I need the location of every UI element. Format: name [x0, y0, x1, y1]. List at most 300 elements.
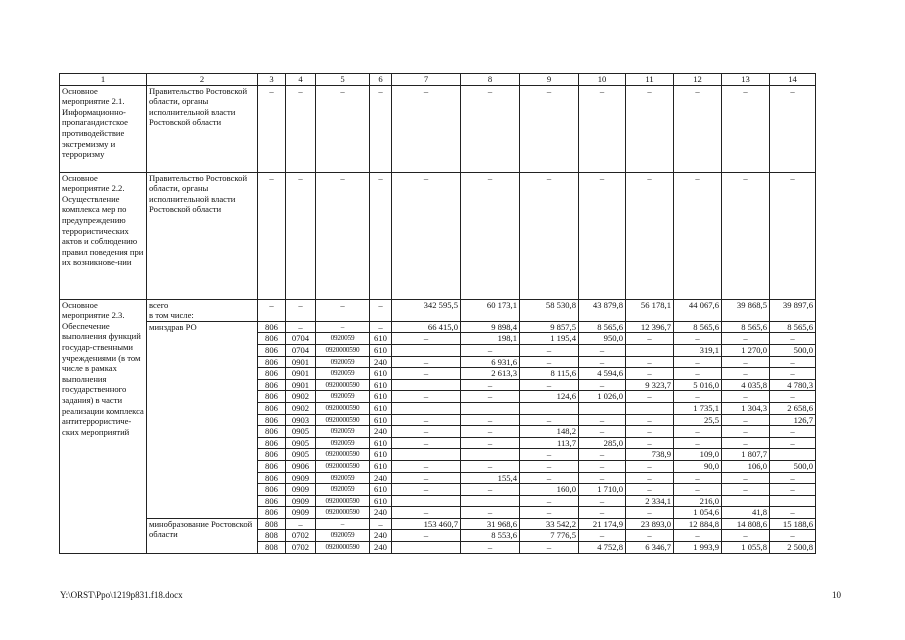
- value-cell: 806: [258, 368, 286, 380]
- value-cell: 610: [370, 437, 392, 449]
- value-cell: [770, 449, 816, 461]
- measure-name: Основное мероприятие 2.1. Информационно-пропагандистское противодействие экстремизму и терроризму: [60, 85, 147, 172]
- executor-total: [147, 299, 258, 321]
- total-row: [60, 299, 816, 321]
- value-cell: –: [461, 542, 520, 554]
- value-cell: –: [520, 449, 579, 461]
- value-cell: 0920059: [316, 368, 370, 380]
- value-cell: –: [392, 437, 461, 449]
- value-cell: –: [461, 484, 520, 496]
- value-cell: 4 594,6: [579, 368, 626, 380]
- value-cell: –: [392, 426, 461, 438]
- value-cell: –: [722, 414, 770, 426]
- value-cell: 806: [258, 460, 286, 472]
- value-cell: –: [579, 172, 626, 299]
- header-cell: 10: [579, 74, 626, 86]
- value-cell: 9 323,7: [626, 379, 674, 391]
- value-cell: 610: [370, 460, 392, 472]
- value-cell: 610: [370, 379, 392, 391]
- value-cell: –: [674, 172, 722, 299]
- value-cell: –: [722, 472, 770, 484]
- value-cell: 31 968,6: [461, 518, 520, 530]
- header-cell: 4: [286, 74, 316, 86]
- value-cell: –: [520, 344, 579, 356]
- value-cell: –: [392, 530, 461, 542]
- value-cell: 126,7: [770, 414, 816, 426]
- header-cell: 14: [770, 74, 816, 86]
- value-cell: –: [461, 85, 520, 172]
- value-cell: 240: [370, 356, 392, 368]
- executor-minobr: минобразование Ростовской области: [147, 518, 258, 553]
- value-cell: 0920059: [316, 333, 370, 345]
- budget-table: [59, 73, 816, 554]
- value-cell: 0920059: [316, 391, 370, 403]
- value-cell: 2 613,3: [461, 368, 520, 380]
- value-cell: –: [316, 518, 370, 530]
- value-cell: –: [286, 321, 316, 333]
- value-cell: 806: [258, 507, 286, 519]
- footer-file-path: Y:\ORST\Ppo\1219p831.f18.docx: [60, 590, 183, 600]
- header-row: [60, 74, 816, 86]
- header-cell: 13: [722, 74, 770, 86]
- value-cell: –: [579, 460, 626, 472]
- footer-page-number: 10: [832, 590, 841, 600]
- value-cell: –: [370, 85, 392, 172]
- value-cell: –: [626, 460, 674, 472]
- value-cell: 6 931,6: [461, 356, 520, 368]
- value-cell: 806: [258, 344, 286, 356]
- value-cell: [392, 449, 461, 461]
- value-cell: 240: [370, 426, 392, 438]
- value-cell: 0909: [286, 484, 316, 496]
- value-cell: [392, 379, 461, 391]
- value-cell: 0920000590: [316, 402, 370, 414]
- table-row: [60, 518, 816, 530]
- value-cell: 1 026,0: [579, 391, 626, 403]
- value-cell: 1 735,1: [674, 402, 722, 414]
- value-cell: –: [626, 172, 674, 299]
- value-cell: –: [770, 368, 816, 380]
- value-cell: –: [316, 172, 370, 299]
- value-cell: 1 054,6: [674, 507, 722, 519]
- value-cell: –: [316, 299, 370, 321]
- value-cell: –: [579, 426, 626, 438]
- value-cell: [520, 402, 579, 414]
- value-cell: [461, 402, 520, 414]
- value-cell: 58 530,8: [520, 299, 579, 321]
- value-cell: –: [674, 484, 722, 496]
- value-cell: –: [370, 172, 392, 299]
- value-cell: –: [674, 472, 722, 484]
- value-cell: 808: [258, 518, 286, 530]
- value-cell: –: [722, 356, 770, 368]
- table-row: [60, 321, 816, 333]
- value-cell: 7 776,5: [520, 530, 579, 542]
- value-cell: –: [461, 426, 520, 438]
- value-cell: –: [626, 356, 674, 368]
- value-cell: 0902: [286, 402, 316, 414]
- value-cell: 1 807,7: [722, 449, 770, 461]
- value-cell: 8 565,6: [722, 321, 770, 333]
- value-cell: 610: [370, 391, 392, 403]
- header-cell: 5: [316, 74, 370, 86]
- value-cell: –: [722, 426, 770, 438]
- value-cell: –: [286, 299, 316, 321]
- value-cell: –: [316, 85, 370, 172]
- value-cell: 0905: [286, 426, 316, 438]
- value-cell: 806: [258, 414, 286, 426]
- value-cell: 0905: [286, 437, 316, 449]
- value-cell: 0920000590: [316, 344, 370, 356]
- value-cell: –: [722, 437, 770, 449]
- value-cell: [392, 542, 461, 554]
- header-cell: 1: [60, 74, 147, 86]
- value-cell: –: [770, 356, 816, 368]
- value-cell: –: [392, 391, 461, 403]
- value-cell: –: [770, 437, 816, 449]
- value-cell: –: [770, 507, 816, 519]
- value-cell: –: [461, 344, 520, 356]
- value-cell: 500,0: [770, 344, 816, 356]
- value-cell: –: [626, 437, 674, 449]
- value-cell: 0901: [286, 356, 316, 368]
- value-cell: –: [579, 344, 626, 356]
- value-cell: 8 565,6: [674, 321, 722, 333]
- value-cell: 342 595,5: [392, 299, 461, 321]
- value-cell: 198,1: [461, 333, 520, 345]
- value-cell: 0702: [286, 542, 316, 554]
- value-cell: 806: [258, 472, 286, 484]
- value-cell: 216,0: [674, 495, 722, 507]
- value-cell: 0901: [286, 379, 316, 391]
- value-cell: –: [770, 426, 816, 438]
- value-cell: –: [520, 495, 579, 507]
- value-cell: –: [626, 472, 674, 484]
- value-cell: 0920059: [316, 356, 370, 368]
- value-cell: 610: [370, 414, 392, 426]
- value-cell: 0902: [286, 391, 316, 403]
- header-cell: 6: [370, 74, 392, 86]
- value-cell: [722, 495, 770, 507]
- value-cell: –: [461, 172, 520, 299]
- value-cell: 806: [258, 495, 286, 507]
- value-cell: –: [674, 426, 722, 438]
- value-cell: 124,6: [520, 391, 579, 403]
- value-cell: –: [579, 472, 626, 484]
- value-cell: 806: [258, 321, 286, 333]
- value-cell: 0903: [286, 414, 316, 426]
- value-cell: 44 067,6: [674, 299, 722, 321]
- value-cell: 21 174,9: [579, 518, 626, 530]
- value-cell: –: [626, 391, 674, 403]
- value-cell: –: [370, 321, 392, 333]
- value-cell: 9 898,4: [461, 321, 520, 333]
- value-cell: –: [520, 472, 579, 484]
- value-cell: [461, 449, 520, 461]
- value-cell: 0704: [286, 344, 316, 356]
- value-cell: 0909: [286, 495, 316, 507]
- value-cell: 0920059: [316, 472, 370, 484]
- header-cell: 9: [520, 74, 579, 86]
- value-cell: 8 565,6: [770, 321, 816, 333]
- value-cell: 240: [370, 507, 392, 519]
- value-cell: –: [461, 460, 520, 472]
- value-cell: 240: [370, 530, 392, 542]
- value-cell: [626, 402, 674, 414]
- value-cell: –: [520, 414, 579, 426]
- value-cell: 610: [370, 484, 392, 496]
- value-cell: –: [626, 530, 674, 542]
- value-cell: 0909: [286, 507, 316, 519]
- value-cell: 1 055,8: [722, 542, 770, 554]
- value-cell: –: [392, 460, 461, 472]
- value-cell: 106,0: [722, 460, 770, 472]
- value-cell: –: [674, 85, 722, 172]
- value-cell: –: [520, 356, 579, 368]
- value-cell: 0920000590: [316, 449, 370, 461]
- executor-name: Правительство Ростовской области, органы исполнительной власти Ростовской области: [147, 172, 258, 299]
- value-cell: 610: [370, 368, 392, 380]
- value-cell: –: [722, 172, 770, 299]
- value-cell: 4 780,3: [770, 379, 816, 391]
- value-cell: 6 346,7: [626, 542, 674, 554]
- measure-row: [60, 85, 816, 172]
- value-cell: –: [722, 484, 770, 496]
- value-cell: –: [770, 484, 816, 496]
- value-cell: 66 415,0: [392, 321, 461, 333]
- value-cell: –: [392, 507, 461, 519]
- value-cell: [579, 402, 626, 414]
- value-cell: 285,0: [579, 437, 626, 449]
- header-cell: 8: [461, 74, 520, 86]
- value-cell: 39 897,6: [770, 299, 816, 321]
- including-label: в том числе:: [149, 310, 194, 321]
- value-cell: 0920059: [316, 426, 370, 438]
- value-cell: –: [722, 368, 770, 380]
- value-cell: 23 893,0: [626, 518, 674, 530]
- value-cell: [626, 344, 674, 356]
- value-cell: 41,8: [722, 507, 770, 519]
- value-cell: –: [579, 356, 626, 368]
- total-label: всего: [149, 299, 169, 310]
- measure-row: [60, 172, 816, 299]
- value-cell: –: [286, 518, 316, 530]
- value-cell: 1 270,0: [722, 344, 770, 356]
- value-cell: 610: [370, 402, 392, 414]
- value-cell: 806: [258, 391, 286, 403]
- value-cell: –: [722, 85, 770, 172]
- value-cell: –: [722, 333, 770, 345]
- value-cell: 0920000590: [316, 414, 370, 426]
- value-cell: –: [520, 85, 579, 172]
- value-cell: –: [674, 437, 722, 449]
- value-cell: 319,1: [674, 344, 722, 356]
- value-cell: 8 553,6: [461, 530, 520, 542]
- value-cell: –: [392, 472, 461, 484]
- value-cell: –: [579, 449, 626, 461]
- value-cell: 15 188,6: [770, 518, 816, 530]
- value-cell: 25,5: [674, 414, 722, 426]
- value-cell: –: [626, 414, 674, 426]
- value-cell: [392, 344, 461, 356]
- value-cell: 806: [258, 356, 286, 368]
- value-cell: 148,2: [520, 426, 579, 438]
- value-cell: 0920000590: [316, 507, 370, 519]
- value-cell: 1 195,4: [520, 333, 579, 345]
- value-cell: 2 500,8: [770, 542, 816, 554]
- value-cell: 153 460,7: [392, 518, 461, 530]
- value-cell: 113,7: [520, 437, 579, 449]
- measure-name: Основное мероприятие 2.3. Обеспечение выполнения функций государ-ственными учреждениями (в том числе в рамках выполнения государственного задания) в части реализации комплекса антитеррористиче-ских мероприятий: [60, 299, 147, 553]
- value-cell: –: [258, 85, 286, 172]
- value-cell: –: [286, 172, 316, 299]
- value-cell: –: [674, 368, 722, 380]
- value-cell: 610: [370, 495, 392, 507]
- header-cell: 11: [626, 74, 674, 86]
- value-cell: 2 334,1: [626, 495, 674, 507]
- value-cell: –: [392, 85, 461, 172]
- value-cell: –: [626, 426, 674, 438]
- value-cell: –: [520, 507, 579, 519]
- value-cell: 1 304,3: [722, 402, 770, 414]
- value-cell: 500,0: [770, 460, 816, 472]
- value-cell: –: [626, 484, 674, 496]
- value-cell: –: [392, 414, 461, 426]
- value-cell: 160,0: [520, 484, 579, 496]
- value-cell: –: [579, 85, 626, 172]
- value-cell: –: [770, 530, 816, 542]
- value-cell: 12 884,8: [674, 518, 722, 530]
- value-cell: –: [770, 391, 816, 403]
- value-cell: 9 857,5: [520, 321, 579, 333]
- value-cell: –: [520, 379, 579, 391]
- value-cell: –: [674, 530, 722, 542]
- value-cell: 43 879,8: [579, 299, 626, 321]
- value-cell: –: [258, 299, 286, 321]
- value-cell: 0905: [286, 449, 316, 461]
- value-cell: 155,4: [461, 472, 520, 484]
- value-cell: 0920000590: [316, 379, 370, 391]
- value-cell: 0920059: [316, 437, 370, 449]
- value-cell: 806: [258, 379, 286, 391]
- value-cell: 12 396,7: [626, 321, 674, 333]
- value-cell: 39 868,5: [722, 299, 770, 321]
- value-cell: –: [461, 414, 520, 426]
- value-cell: –: [520, 460, 579, 472]
- value-cell: –: [674, 333, 722, 345]
- value-cell: 0906: [286, 460, 316, 472]
- value-cell: –: [674, 356, 722, 368]
- header-cell: 7: [392, 74, 461, 86]
- value-cell: –: [770, 85, 816, 172]
- value-cell: 0920059: [316, 530, 370, 542]
- value-cell: 33 542,2: [520, 518, 579, 530]
- value-cell: 0901: [286, 368, 316, 380]
- value-cell: 90,0: [674, 460, 722, 472]
- value-cell: 0920000590: [316, 495, 370, 507]
- value-cell: 8 565,6: [579, 321, 626, 333]
- value-cell: –: [579, 507, 626, 519]
- value-cell: 240: [370, 542, 392, 554]
- value-cell: 0909: [286, 472, 316, 484]
- value-cell: 806: [258, 449, 286, 461]
- value-cell: –: [258, 172, 286, 299]
- value-cell: –: [520, 542, 579, 554]
- value-cell: 0702: [286, 530, 316, 542]
- value-cell: [392, 495, 461, 507]
- value-cell: [770, 495, 816, 507]
- value-cell: 806: [258, 484, 286, 496]
- value-cell: –: [626, 85, 674, 172]
- value-cell: 610: [370, 344, 392, 356]
- value-cell: –: [579, 495, 626, 507]
- value-cell: 4 752,8: [579, 542, 626, 554]
- value-cell: 808: [258, 530, 286, 542]
- value-cell: 950,0: [579, 333, 626, 345]
- executor-minzdrav: минздрав РО: [147, 321, 258, 518]
- value-cell: 610: [370, 333, 392, 345]
- value-cell: 14 808,6: [722, 518, 770, 530]
- value-cell: –: [286, 85, 316, 172]
- value-cell: 0920000590: [316, 460, 370, 472]
- value-cell: 808: [258, 542, 286, 554]
- value-cell: 610: [370, 449, 392, 461]
- value-cell: –: [392, 484, 461, 496]
- value-cell: [461, 495, 520, 507]
- value-cell: 0920000590: [316, 542, 370, 554]
- value-cell: 738,9: [626, 449, 674, 461]
- value-cell: –: [461, 379, 520, 391]
- value-cell: 8 115,6: [520, 368, 579, 380]
- value-cell: 1 993,9: [674, 542, 722, 554]
- value-cell: 806: [258, 426, 286, 438]
- value-cell: –: [770, 472, 816, 484]
- value-cell: 806: [258, 402, 286, 414]
- value-cell: –: [370, 518, 392, 530]
- executor-name: Правительство Ростовской области, органы исполнительной власти Ростовской области: [147, 85, 258, 172]
- value-cell: –: [626, 333, 674, 345]
- value-cell: –: [316, 321, 370, 333]
- value-cell: –: [722, 391, 770, 403]
- value-cell: 109,0: [674, 449, 722, 461]
- value-cell: –: [520, 172, 579, 299]
- value-cell: 0704: [286, 333, 316, 345]
- value-cell: 5 016,0: [674, 379, 722, 391]
- header-cell: 3: [258, 74, 286, 86]
- value-cell: 56 178,1: [626, 299, 674, 321]
- value-cell: –: [392, 333, 461, 345]
- value-cell: 60 173,1: [461, 299, 520, 321]
- value-cell: –: [579, 530, 626, 542]
- value-cell: –: [626, 368, 674, 380]
- value-cell: –: [722, 530, 770, 542]
- value-cell: 0920059: [316, 484, 370, 496]
- value-cell: –: [579, 414, 626, 426]
- measure-name: Основное мероприятие 2.2. Осуществление комплекса мер по предупреждению террористических актов и соблюдению правил поведения при их возникнове-нии: [60, 172, 147, 299]
- value-cell: –: [461, 507, 520, 519]
- value-cell: –: [392, 172, 461, 299]
- header-cell: 2: [147, 74, 258, 86]
- value-cell: [392, 402, 461, 414]
- header-cell: 12: [674, 74, 722, 86]
- value-cell: 1 710,0: [579, 484, 626, 496]
- value-cell: –: [770, 333, 816, 345]
- value-cell: –: [392, 356, 461, 368]
- value-cell: 240: [370, 472, 392, 484]
- value-cell: –: [461, 391, 520, 403]
- value-cell: –: [674, 391, 722, 403]
- value-cell: –: [626, 507, 674, 519]
